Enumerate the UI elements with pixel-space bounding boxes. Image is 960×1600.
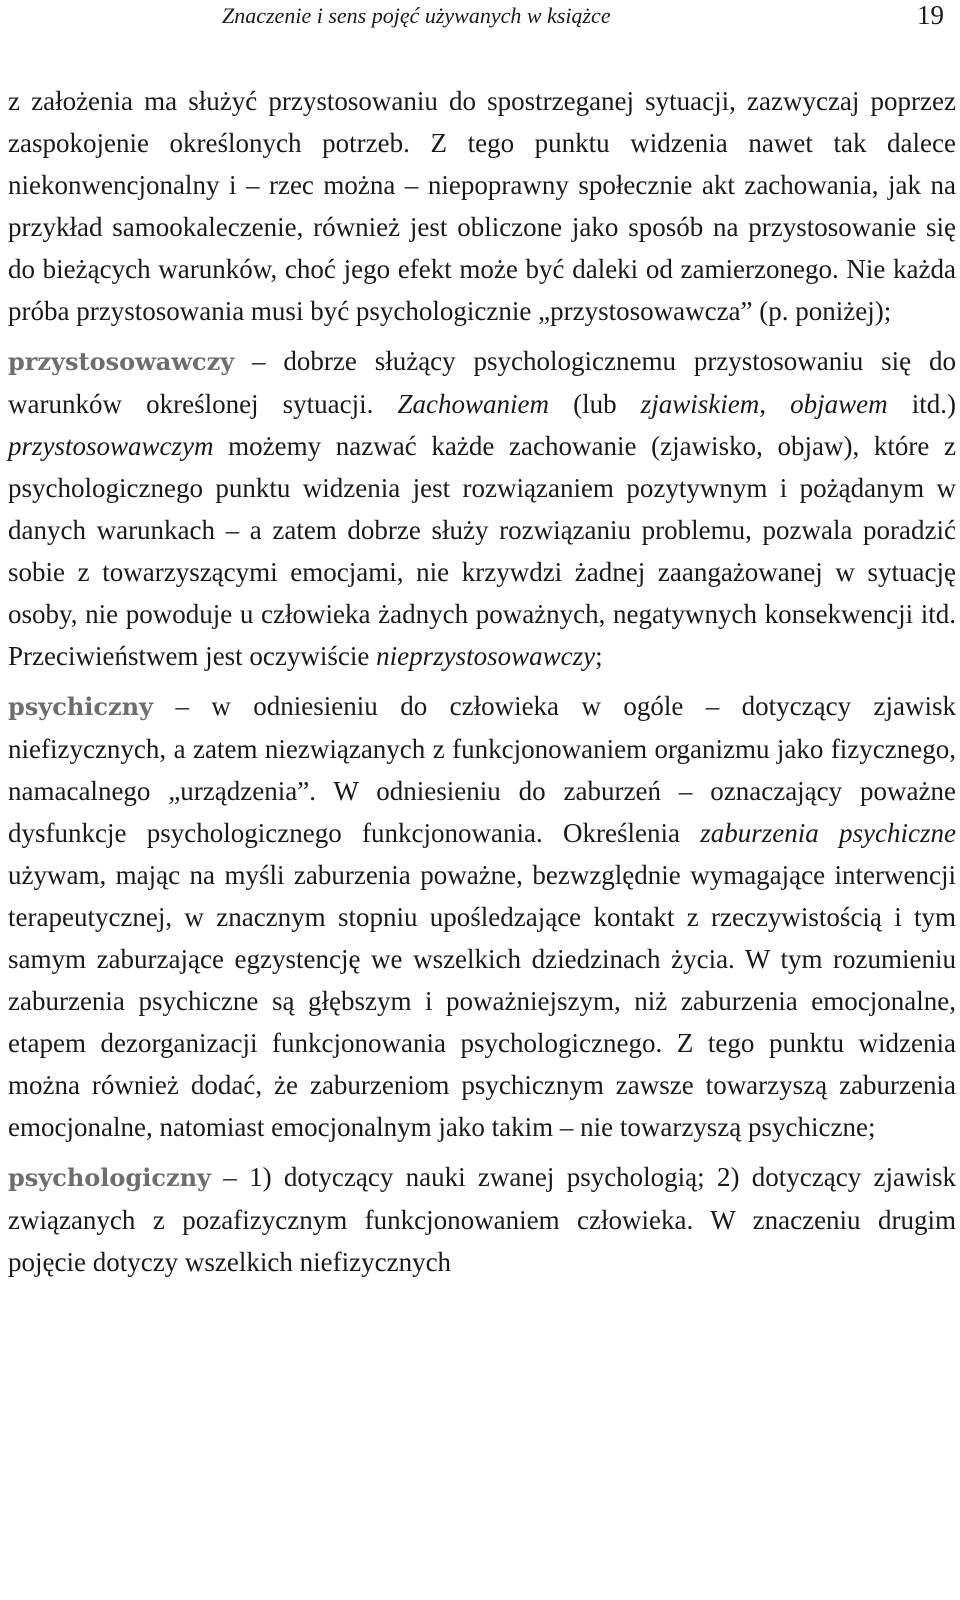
running-title: Znaczenie i sens pojęć używanych w książce — [222, 3, 611, 28]
italic-run: zaburzenia psychiczne — [700, 818, 957, 848]
text-run: – w odniesieniu do człowieka w ogóle – dotyczący zjawisk niefizycznych, a zatem niezwiązanych z funkcjonowaniem organizmu jako fizycznego, namacalnego „urządzenia”. W odniesieniu do zaburzeń – oznaczający poważne dysfunkcje psychologicznego funkcjonowania. Określenia — [8, 691, 956, 848]
term-headword: przystosowawczy — [8, 347, 235, 376]
italic-run: zjawiskiem, objawem — [640, 389, 888, 419]
definition-psychologiczny — [8, 1156, 956, 1283]
page-number: 19 — [917, 0, 944, 30]
text-run: itd.) — [887, 389, 956, 419]
text-run: możemy nazwać każde zachowanie (zjawisko, objaw), które z psychologicznego punktu widzenia jest rozwiązaniem pozytywnym i pożądanym w danych warunkach – a zatem dobrze służy rozwiązaniu problemu, pozwala poradzić sobie z towarzyszącymi emocjami, nie krzywdzi żadnej zaangażowanej w sytuację osoby, nie powoduje u człowieka żadnych poważnych, negatywnych konsekwencji itd. Przeciwieństwem jest oczywiście — [8, 431, 956, 671]
definition-psychiczny — [8, 685, 956, 1148]
running-header — [0, 0, 960, 40]
text-run: – 1) dotyczący nauki zwanej psychologią; 2) dotyczący zjawisk związanych z pozafizycznym funkcjonowaniem człowieka. W znaczeniu drugim pojęcie dotyczy wszelkich niefizycznych — [8, 1162, 956, 1277]
paragraph-continuation — [8, 80, 956, 332]
text-run: ; — [595, 641, 603, 671]
italic-run: nieprzystosowawczy — [376, 641, 596, 671]
term-headword: psychologiczny — [8, 1163, 211, 1192]
text-run: z założenia ma służyć przystosowaniu do spostrzeganej sytuacji, zazwyczaj poprzez zaspokojenie określonych potrzeb. Z tego punktu widzenia nawet tak dalece niekonwencjonalny i – rzec można – niepoprawny społecznie akt zachowania, jak na przykład samookaleczenie, również jest obliczone jako sposób na przystosowanie się do bieżących warunków, choć jego efekt może być daleki od zamierzonego. Nie każda próba przystosowania musi być psychologicznie „przystosowawcza” (p. poniżej); — [8, 86, 956, 326]
italic-run: przystosowawczym — [8, 431, 214, 461]
term-headword: psychiczny — [8, 692, 154, 721]
text-run: używam, mając na myśli zaburzenia poważne, bezwzględnie wymagające interwencji terapeutycznej, w znacznym stopniu upośledzające kontakt z rzeczywistością i tym samym zaburzające egzystencję we wszelkich dziedzinach życia. W tym rozumieniu zaburzenia psychiczne są głębszym i poważniejszym, niż zaburzenia emocjonalne, etapem dezorganizacji funkcjonowania psychologicznego. Z tego punktu widzenia można również dodać, że zaburzeniom psychicznym zawsze towarzyszą zaburzenia emocjonalne, natomiast emocjonalnym jako takim – nie towarzyszą psychiczne; — [8, 860, 956, 1142]
body-text — [8, 80, 956, 1283]
italic-run: Zachowaniem — [397, 389, 550, 419]
text-run: (lub — [549, 389, 641, 419]
definition-przystosowawczy — [8, 340, 956, 677]
text-run: – dobrze służący psychologicznemu przystosowaniu się do warunków określonej sytuacji. — [8, 346, 956, 419]
